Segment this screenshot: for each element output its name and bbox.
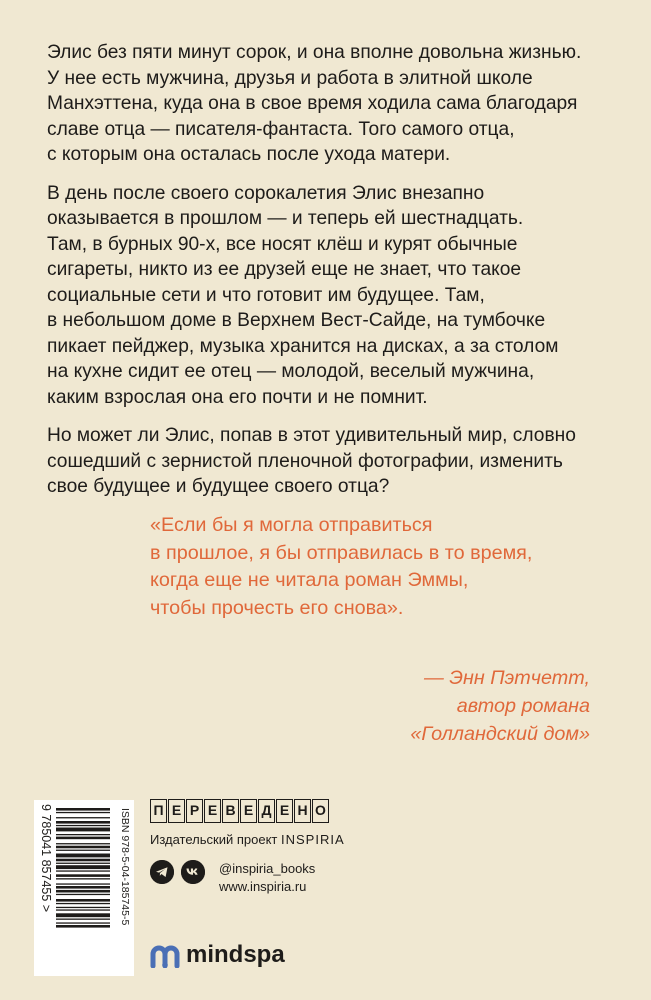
perevedeno-letter: Д bbox=[258, 799, 275, 823]
barcode-bar bbox=[56, 903, 110, 904]
barcode-bar bbox=[56, 870, 110, 871]
publisher-project-line: Издательский проект INSPIRIA bbox=[150, 832, 345, 847]
barcode-bar bbox=[56, 907, 110, 908]
blurb-paragraph-1: Элис без пяти минут сорок, и она вполне довольна жизнью. У нее есть мужчина, друзья и работа в элитной школе Манхэттена, куда она в свое время ходила сама благодаря славе отца — писателя-фантаста. Того самого отца, с которым она осталась после ухода матери. bbox=[47, 42, 582, 165]
barcode-bar bbox=[56, 846, 110, 849]
blurb-paragraph-2: В день после своего сорокалетия Элис внезапно оказывается в прошлом — и теперь ей шестнадцать. Там, в бурных 90-х, все носят клёш и курят обычные сигареты, никто из ее друзей еще не знает, что такое социальные сети и что готовит им будущее. Там, в небольшом доме в Верхнем Вест-Сайде, на тумбочке пикает пейджер, музыка хранится на дисках, а за столом на кухне сидит ее отец — молодой, веселый мужчина, каким взрослая она его почти и не помнит. bbox=[47, 182, 559, 408]
barcode-bar bbox=[56, 808, 110, 811]
quote-attribution: — Энн Пэтчетт, автор романа «Голландский дом» bbox=[410, 667, 590, 745]
barcode-bar bbox=[56, 854, 110, 858]
barcode-bar bbox=[56, 922, 110, 923]
barcode-bar bbox=[56, 909, 110, 910]
barcode-bar bbox=[56, 919, 110, 920]
barcode-digits: 9 785041 857455 > bbox=[39, 804, 53, 913]
barcode-graphic bbox=[34, 800, 134, 976]
barcode-bar bbox=[56, 865, 110, 869]
social-text bbox=[219, 860, 315, 896]
barcode-bar bbox=[56, 828, 110, 832]
perevedeno-letter: Р bbox=[186, 799, 203, 823]
perevedeno-letter: Е bbox=[276, 799, 293, 823]
isbn-barcode bbox=[34, 800, 134, 976]
perevedeno-letter: Н bbox=[294, 799, 311, 823]
barcode-bar bbox=[56, 899, 110, 902]
barcode-bar bbox=[56, 886, 110, 889]
barcode-bar bbox=[56, 821, 110, 824]
mindspa-logo-icon bbox=[150, 942, 180, 968]
review-quote: «Если бы я могла отправиться в прошлое, я бы отправилась в то время, когда еще не читала роман Эммы, чтобы прочесть его снова». bbox=[150, 514, 533, 619]
perevedeno-letter: Е bbox=[204, 799, 221, 823]
perevedeno-letter: О bbox=[312, 799, 329, 823]
barcode-bar bbox=[56, 894, 110, 895]
barcode-bar bbox=[56, 837, 110, 840]
barcode-bar bbox=[56, 878, 110, 879]
barcode-bar bbox=[56, 874, 110, 877]
barcode-bar bbox=[56, 817, 110, 818]
perevedeno-letter: П bbox=[150, 799, 167, 823]
perevedeno-letter: Е bbox=[168, 799, 185, 823]
barcode-bar bbox=[56, 812, 110, 813]
perevedeno-letter: В bbox=[222, 799, 239, 823]
barcode-bar bbox=[56, 850, 110, 851]
barcode-bar bbox=[56, 825, 110, 826]
perevedeno-letter: Е bbox=[240, 799, 257, 823]
barcode-bar bbox=[56, 890, 110, 893]
barcode-bars bbox=[56, 808, 110, 928]
barcode-bar bbox=[56, 863, 110, 864]
blurb-paragraph-3: Но может ли Элис, попав в этот удивительный мир, словно сошедший с зернистой пленочной фотографии, изменить свое будущее и будущее своего отца? bbox=[47, 425, 576, 497]
barcode-bar bbox=[56, 834, 110, 835]
barcode-bar bbox=[56, 859, 110, 862]
website-link[interactable]: www.inspiria.ru bbox=[219, 879, 307, 894]
perevedeno-logo bbox=[150, 799, 329, 825]
telegram-icon[interactable] bbox=[150, 860, 174, 884]
social-handle[interactable]: @inspiria_books bbox=[219, 861, 316, 876]
vk-icon[interactable] bbox=[181, 860, 205, 884]
publisher-name: mindspa bbox=[186, 941, 285, 968]
barcode-bar bbox=[56, 843, 110, 844]
barcode-bar bbox=[56, 913, 110, 917]
blurb bbox=[47, 40, 627, 513]
barcode-bar bbox=[56, 925, 110, 928]
isbn-text: ISBN 978-5-04-185745-5 bbox=[119, 808, 131, 926]
barcode-bar bbox=[56, 883, 110, 884]
